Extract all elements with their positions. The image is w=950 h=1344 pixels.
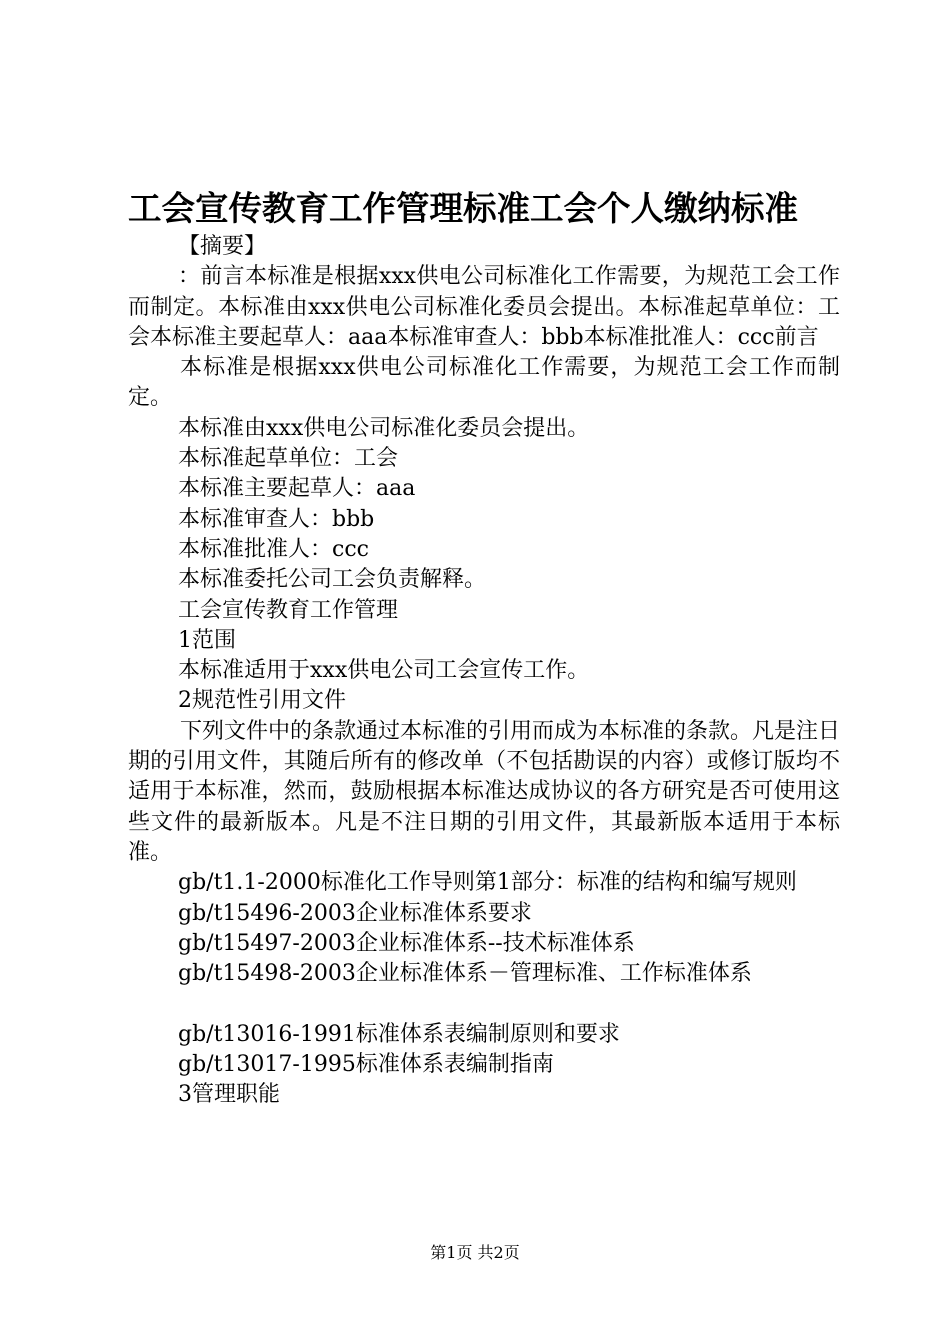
section-heading-functions: 3管理职能 — [178, 1082, 280, 1108]
section-heading-scope: 1范围 — [178, 627, 236, 653]
reference-item: gb/t15496-2003企业标准体系要求 — [178, 900, 532, 926]
paragraph-interpretation: 本标准委托公司工会负责解释。 — [178, 567, 487, 593]
paragraph-main-drafter: 本标准主要起草人：aaa — [178, 476, 416, 502]
paragraph-scope: 本标准适用于xxx供电公司工会宣传工作。 — [178, 658, 590, 684]
reference-item: gb/t15498-2003企业标准体系－管理标准、工作标准体系 — [178, 961, 752, 987]
document-title: 工会宣传教育工作管理标准工会个人缴纳标准 — [128, 189, 798, 228]
paragraph-preface: 本标准是根据xxx供电公司标准化工作需要，为规范工会工作而制定。 — [128, 355, 840, 411]
reference-item: gb/t1.1-2000标准化工作导则第1部分：标准的结构和编写规则 — [178, 870, 797, 896]
section-heading-management: 工会宣传教育工作管理 — [178, 597, 399, 623]
paragraph-references: 下列文件中的条款通过本标准的引用而成为本标准的条款。凡是注日期的引用文件，其随后所有的修改单（不包括勘误的内容）或修订版均不适用于本标准，然而，鼓励根据本标准达成协议的各方研究是否可使用这些文件的最新版本。凡是不注日期的引用文件，其最新版本适用于本标准。 — [128, 718, 841, 865]
reference-item: gb/t13017-1995标准体系表编制指南 — [178, 1052, 554, 1078]
abstract-label: 【摘要】 — [178, 234, 267, 259]
paragraph-proposer: 本标准由xxx供电公司标准化委员会提出。 — [178, 415, 590, 441]
section-heading-references: 2规范性引用文件 — [178, 688, 346, 714]
page-footer: 第1页 共2页 — [430, 1243, 520, 1262]
paragraph-approver: 本标准批准人：ccc — [178, 536, 369, 562]
document-body — [128, 232, 840, 1111]
reference-item: gb/t13016-1991标准体系表编制原则和要求 — [178, 1021, 620, 1047]
reference-item: gb/t15497-2003企业标准体系--技术标准体系 — [178, 930, 635, 956]
paragraph-preface-summary: ：前言本标准是根据xxx供电公司标准化工作需要，为规范工会工作而制定。本标准由xxx供电公司标准化委员会提出。本标准起草单位：工会本标准主要起草人：aaa本标准审查人：bbb本标准批准人：ccc前言 — [128, 264, 840, 350]
paragraph-drafting-unit: 本标准起草单位：工会 — [178, 446, 399, 472]
blank-line — [128, 989, 840, 1019]
paragraph-reviewer: 本标准审查人：bbb — [178, 506, 375, 532]
